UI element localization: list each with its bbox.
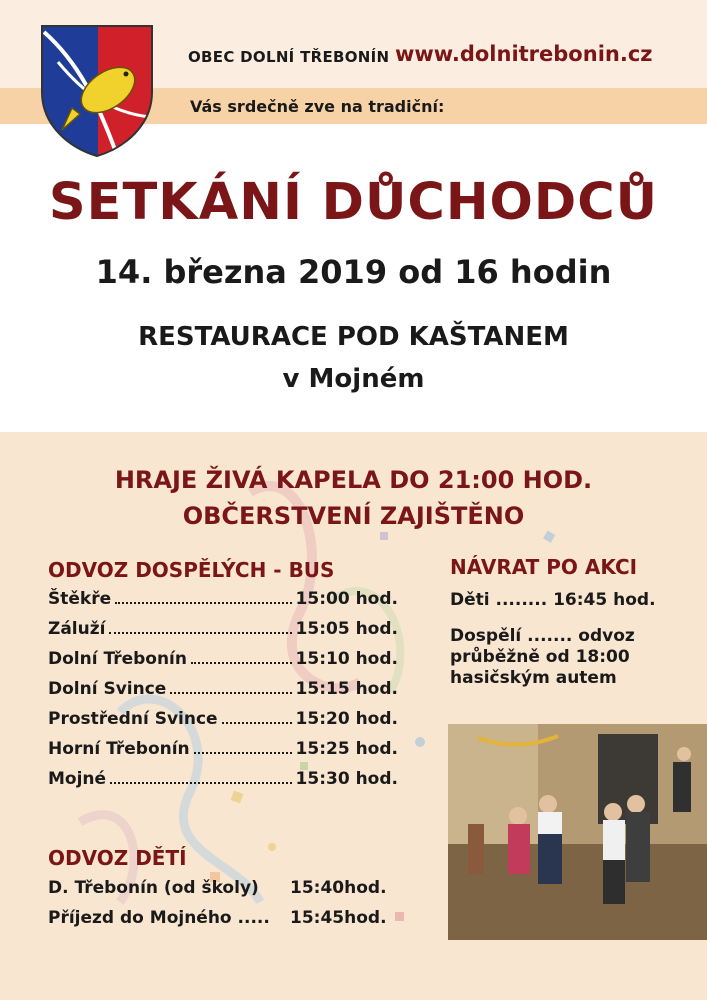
bus-stop-row — [48, 709, 398, 737]
dance-photo — [448, 724, 707, 940]
bus-stop-time: 15:10 hod. — [295, 649, 398, 669]
website-link[interactable]: www.dolnitrebonin.cz — [395, 42, 653, 66]
leader-dots — [191, 662, 292, 664]
bus-stop-row — [48, 769, 398, 797]
kids-stop-school — [48, 878, 387, 898]
bus-stop-row — [48, 589, 398, 617]
venue-name: RESTAURACE POD KAŠTANEM — [138, 322, 569, 352]
organization-name: OBEC DOLNÍ TŘEBONÍN — [188, 48, 390, 66]
bus-stop-row — [48, 739, 398, 767]
bus-stop-place: Záluží — [48, 619, 106, 639]
bus-stop-row — [48, 679, 398, 707]
venue-town: v Mojném — [282, 364, 425, 394]
leader-dots — [115, 602, 291, 604]
kids-transport-heading: ODVOZ DĚTÍ — [48, 846, 187, 870]
return-heading: NÁVRAT PO AKCI — [450, 555, 638, 579]
bus-stop-row — [48, 649, 398, 677]
kids-arrival-mojne — [48, 908, 387, 928]
bus-stop-time: 15:25 hod. — [295, 739, 398, 759]
bus-stop-time: 15:05 hod. — [295, 619, 398, 639]
return-adults-line3: hasičským autem — [450, 668, 617, 688]
event-title: SETKÁNÍ DŮCHODCŮ — [48, 173, 659, 232]
refreshments-note: OBČERSTVENÍ ZAJIŠTĚNO — [182, 502, 525, 530]
live-band-note: HRAJE ŽIVÁ KAPELA DO 21:00 HOD. — [114, 466, 593, 494]
bus-stop-time: 15:30 hod. — [295, 769, 398, 789]
bus-stop-time: 15:15 hod. — [295, 679, 398, 699]
kids-arrival-place: Příjezd do Mojného ..... — [48, 908, 270, 928]
event-date: 14. března 2019 od 16 hodin — [95, 253, 612, 291]
bus-stop-time: 15:20 hod. — [295, 709, 398, 729]
leader-dots — [109, 632, 291, 634]
leader-dots — [170, 692, 291, 694]
return-adults-line1: Dospělí ....... odvoz — [450, 626, 635, 646]
return-adults-line2: průběžně od 18:00 — [450, 647, 630, 667]
adult-transport-heading: ODVOZ DOSPĚLÝCH - BUS — [48, 558, 335, 582]
bus-stop-time: 15:00 hod. — [295, 589, 398, 609]
event-venue — [0, 316, 707, 400]
bus-stop-place: Horní Třebonín — [48, 739, 190, 759]
bus-stop-place: Dolní Svince — [48, 679, 167, 699]
leader-dots — [194, 752, 292, 754]
invitation-text: Vás srdečně zve na tradiční: — [190, 97, 445, 116]
return-kids: Děti ........ 16:45 hod. — [450, 590, 656, 610]
leader-dots — [222, 722, 292, 724]
bus-stop-place: Mojné — [48, 769, 107, 789]
kids-arrival-time: 15:45hod. — [290, 908, 387, 928]
bus-stop-place: Štěkře — [48, 589, 112, 609]
kids-stop-place: D. Třebonín (od školy) — [48, 878, 259, 898]
leader-dots — [110, 782, 291, 784]
bus-stop-place: Dolní Třebonín — [48, 649, 187, 669]
coat-of-arms-icon — [38, 22, 156, 160]
bus-stop-place: Prostřední Svince — [48, 709, 218, 729]
kids-stop-time: 15:40hod. — [290, 878, 387, 898]
bus-stop-row — [48, 619, 398, 647]
